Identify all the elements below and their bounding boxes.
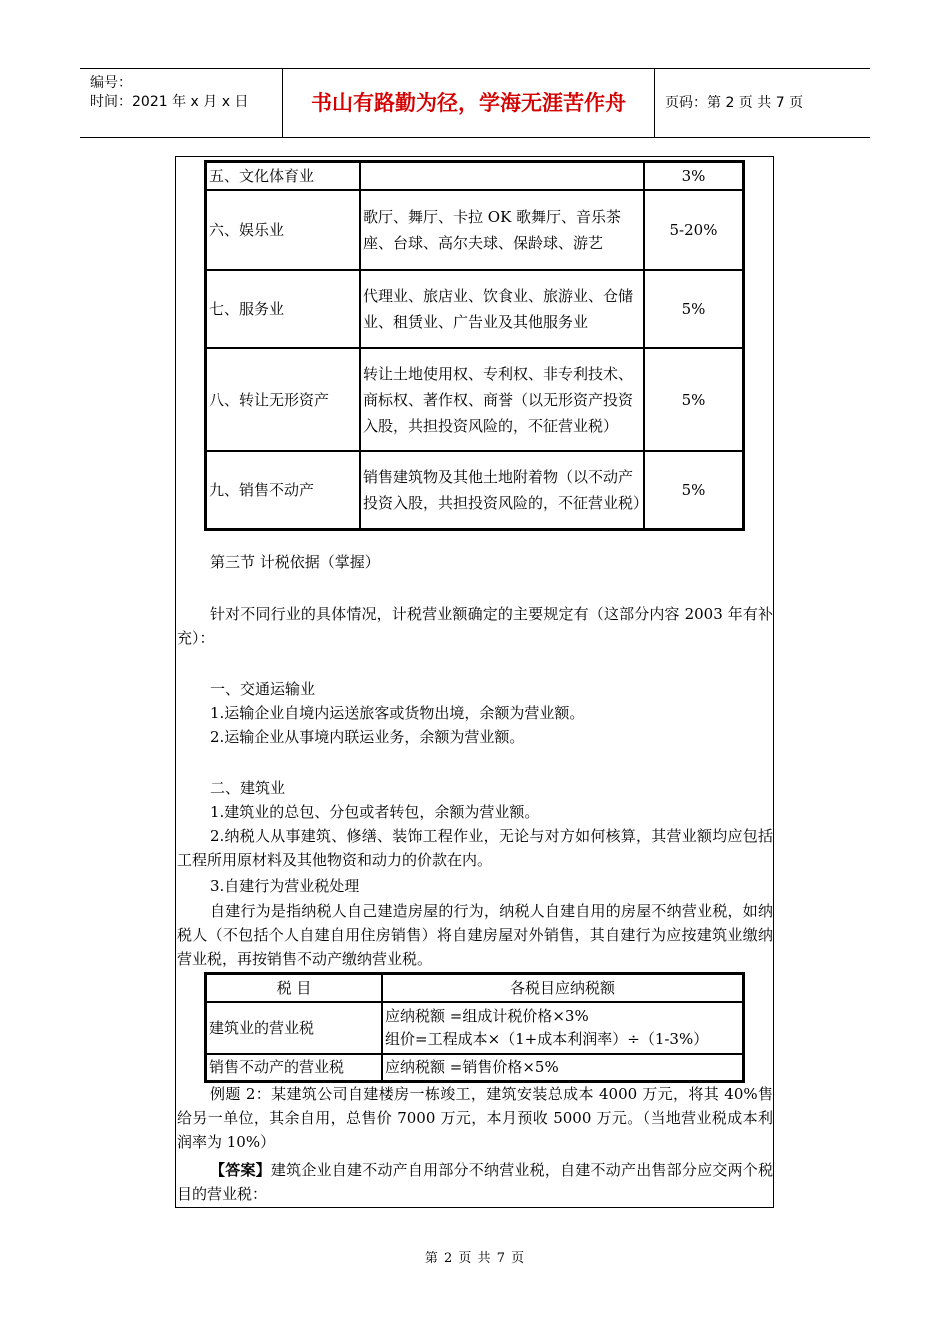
answer-text: 建筑企业自建不动产自用部分不纳营业税，自建不动产出售部分应交两个税目的营业税： xyxy=(177,1161,773,1203)
motto: 书山有路勤为径，学海无涯苦作舟 xyxy=(283,69,655,137)
description-cell: 转让土地使用权、专利权、非专利技术、商标权、著作权、商誉（以无形资产投资入股，共担投资风险的，不征营业税） xyxy=(360,348,644,451)
rate-cell: 5-20% xyxy=(644,190,743,270)
page-indicator: 页码：第 2 页 共 7 页 xyxy=(665,95,804,111)
tax-formula-cell: 应纳税额 =销售价格×5% xyxy=(382,1054,743,1081)
description-cell xyxy=(360,162,644,190)
table-row xyxy=(206,1002,743,1054)
construction-rule-1: 1.建筑业的总包、分包或者转包，余额为营业额。 xyxy=(210,803,540,821)
formula-line: 应纳税额 =组成计税价格×3% xyxy=(385,1007,589,1025)
section-title: 第三节 计税依据（掌握） xyxy=(210,553,380,571)
table-row xyxy=(206,1054,743,1081)
table-row xyxy=(206,162,743,190)
transport-rule-1: 1.运输企业自境内运送旅客或货物出境，余额为营业额。 xyxy=(210,704,585,722)
table-header-row xyxy=(206,974,743,1002)
time-label: 时间：2021 年 x 月 x 日 xyxy=(90,94,249,110)
header-amount: 各税目应纳税额 xyxy=(382,974,743,1002)
header-meta xyxy=(80,69,283,137)
transport-heading: 一、交通运输业 xyxy=(210,680,316,698)
description-cell: 代理业、旅店业、饮食业、旅游业、仓储业、租赁业、广告业及其他服务业 xyxy=(360,270,644,348)
table-row xyxy=(206,451,743,529)
rate-cell: 5% xyxy=(644,270,743,348)
description-cell: 销售建筑物及其他土地附着物（以不动产投资入股，共担投资风险的，不征营业税） xyxy=(360,451,644,529)
tax-item-cell: 建筑业的营业税 xyxy=(206,1002,382,1054)
number-label: 编号： xyxy=(90,75,132,91)
rate-cell: 5% xyxy=(644,348,743,451)
rate-table xyxy=(204,160,745,531)
table-row xyxy=(206,190,743,270)
tax-table xyxy=(204,972,745,1083)
category-cell: 六、娱乐业 xyxy=(206,190,360,270)
category-cell: 九、销售不动产 xyxy=(206,451,360,529)
self-build-paragraph: 自建行为是指纳税人自己建造房屋的行为，纳税人自建自用的房屋不纳营业税，如纳税人（不包括个人自建自用住房销售）将自建房屋对外销售，其自建行为应按建筑业缴纳营业税，再按销售不动产缴纳营业税。 xyxy=(177,902,773,968)
page-header xyxy=(80,68,870,138)
table-row xyxy=(206,348,743,451)
transport-rule-2: 2.运输企业从事境内联运业务，余额为营业额。 xyxy=(210,728,525,746)
rate-cell: 5% xyxy=(644,451,743,529)
page-footer: 第 2 页 共 7 页 xyxy=(424,1251,526,1266)
description-cell: 歌厅、舞厅、卡拉 OK 歌舞厅、音乐茶座、台球、高尔夫球、保龄球、游艺 xyxy=(360,190,644,270)
tax-item-cell: 销售不动产的营业税 xyxy=(206,1054,382,1081)
category-cell: 七、服务业 xyxy=(206,270,360,348)
category-cell: 八、转让无形资产 xyxy=(206,348,360,451)
construction-rule-3: 3.自建行为营业税处理 xyxy=(210,877,360,895)
construction-rule-2: 2.纳税人从事建筑、修缮、装饰工程作业，无论与对方如何核算，其营业额均应包括工程所用原材料及其他物资和动力的价款在内。 xyxy=(177,827,773,869)
example-paragraph: 例题 2：某建筑公司自建楼房一栋竣工，建筑安装总成本 4000 万元，将其 40%售给另一单位，其余自用，总售价 7000 万元，本月预收 5000 万元。（当地营业税成本利润率为 10%） xyxy=(177,1085,773,1151)
rate-cell: 3% xyxy=(644,162,743,190)
intro-paragraph: 针对不同行业的具体情况，计税营业额确定的主要规定有（这部分内容 2003 年有补充）： xyxy=(177,605,773,647)
tax-formula-cell xyxy=(382,1002,743,1054)
answer-label: 【答案】 xyxy=(210,1161,271,1179)
category-cell: 五、文化体育业 xyxy=(206,162,360,190)
header-item: 税 目 xyxy=(206,974,382,1002)
answer-paragraph xyxy=(177,1158,773,1206)
formula-line: 组价=工程成本×（1+成本利润率）÷（1-3%） xyxy=(385,1030,709,1048)
construction-heading: 二、建筑业 xyxy=(210,779,286,797)
table-row xyxy=(206,270,743,348)
